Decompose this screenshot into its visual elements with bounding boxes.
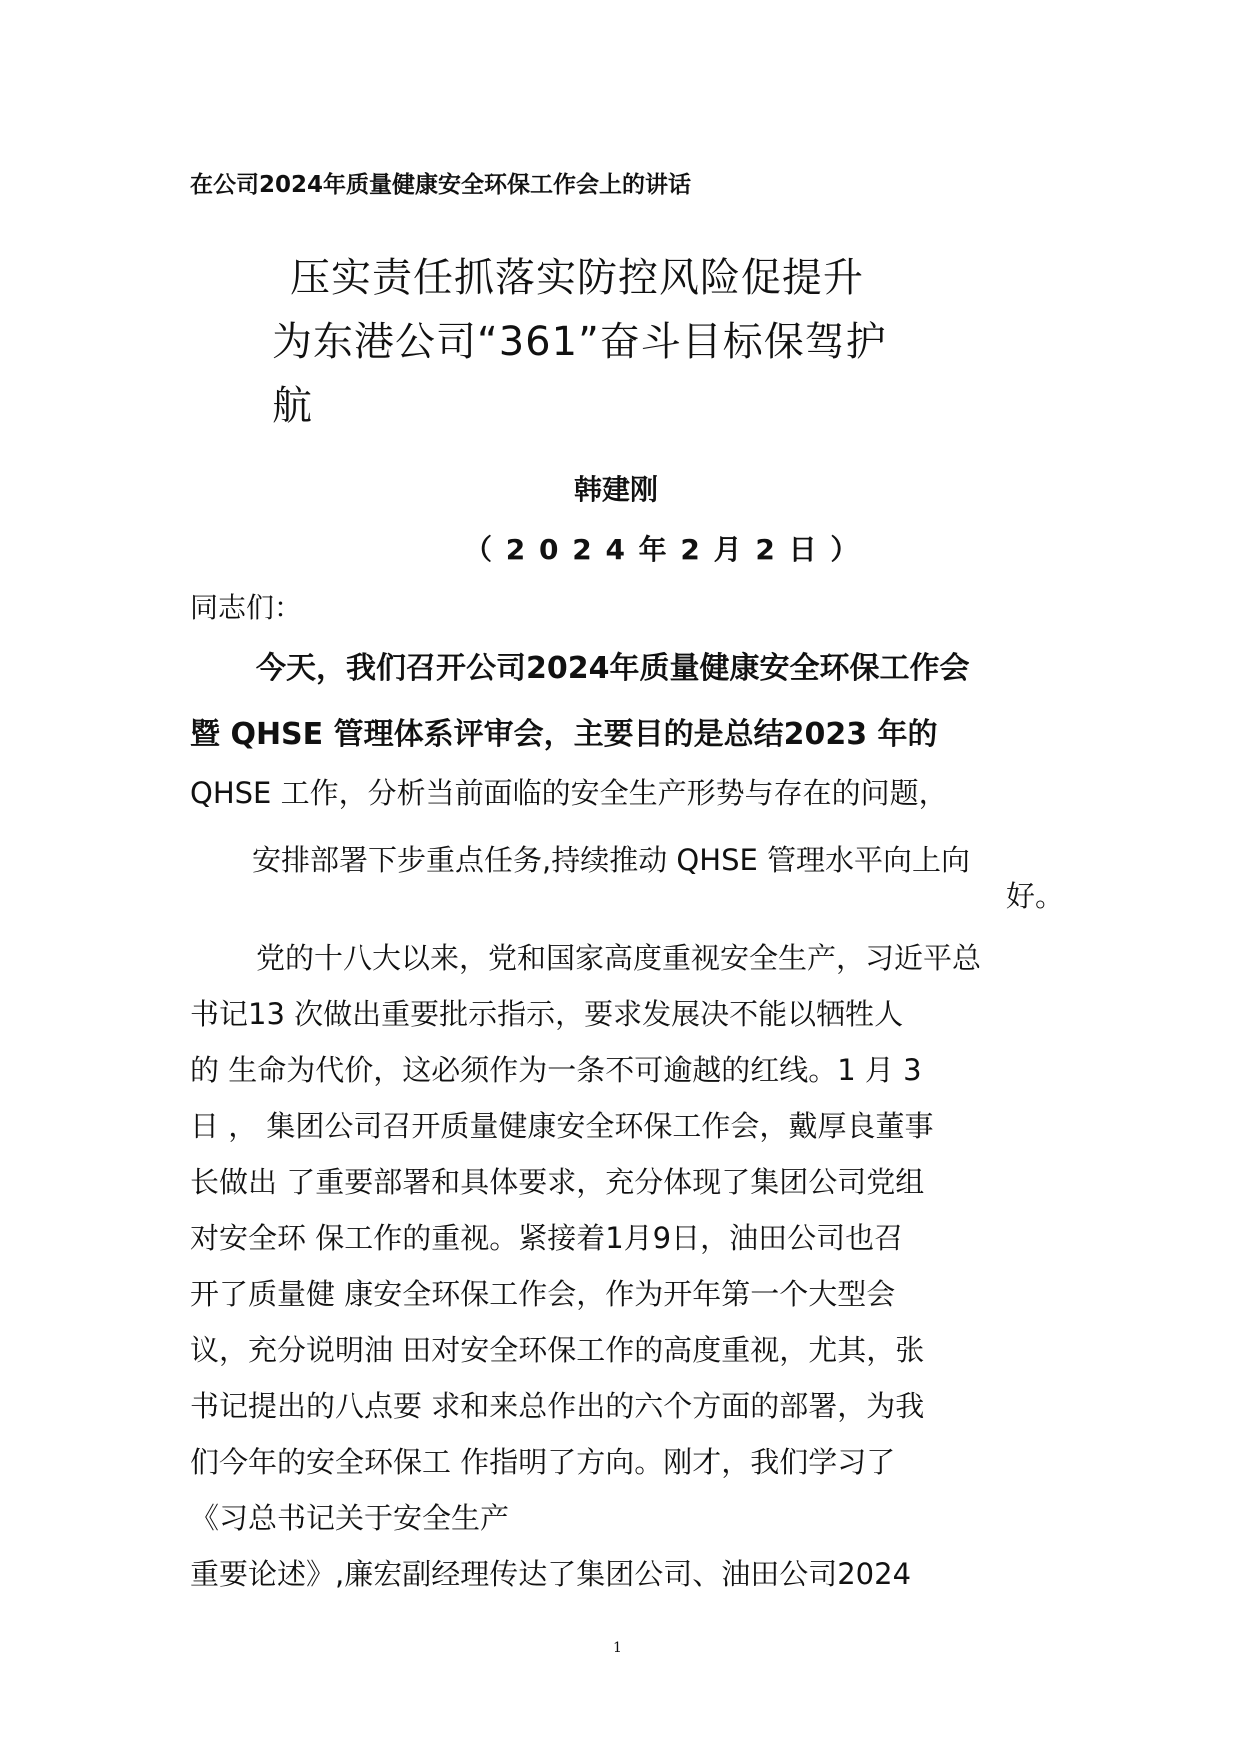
salutation: 同志们： [190, 591, 303, 624]
paragraph2-line: 对安全环 保工作的重视。紧接着1月9日，油田公司也召 [190, 1221, 904, 1255]
paragraph2-line: 日 ， 集团公司召开质量健康安全环保工作会，戴厚良董事 [190, 1109, 934, 1143]
paragraph2-line: 议，充分说明油 田对安全环保工作的高度重视，尤其，张 [190, 1333, 925, 1367]
paragraph2-line: 开了质量健 康安全环保工作会，作为开年第一个大型会 [190, 1277, 896, 1311]
paragraph1-line1: 今天，我们召开公司2024年质量健康安全环保工作会 [256, 651, 970, 686]
paragraph1-line2: 暨 QHSE 管理体系评审会，主要目的是总结2023 年的 [190, 717, 938, 752]
paragraph2-line: 重要论述》,廉宏副经理传达了集团公司、油田公司2024 [190, 1557, 912, 1591]
header-line: 在公司2024年质量健康安全环保工作会上的讲话 [190, 172, 692, 198]
paragraph1-line3: QHSE 工作，分析当前面临的安全生产形势与存在的问题， [190, 776, 948, 810]
page-number: 1 [613, 1640, 622, 1656]
paragraph2-line: 书记13 次做出重要批示指示，要求发展决不能以牺牲人 [190, 997, 904, 1031]
paragraph2-line: 党的十八大以来，党和国家高度重视安全生产，习近平总 [256, 941, 982, 975]
paragraph1-line5: 好。 [1006, 879, 1065, 913]
paragraph2-line: 的 生命为代价，这必须作为一条不可逾越的红线。1 月 3 [190, 1053, 922, 1087]
paragraph2-line: 书记提出的八点要 求和来总作出的六个方面的部署，为我 [190, 1389, 925, 1423]
title-line-3: 航 [272, 383, 312, 429]
author-name: 韩建刚 [574, 473, 659, 506]
paragraph2-line: 长做出 了重要部署和具体要求，充分体现了集团公司党组 [190, 1165, 925, 1199]
paragraph2-line: 们今年的安全环保工 作指明了方向。刚才，我们学习了 [190, 1445, 896, 1479]
speech-date: （ 2 0 2 4 年 2 月 2 日 ） [464, 533, 861, 566]
paragraph2-line: 《习总书记关于安全生产 [190, 1501, 510, 1535]
title-line-1: 压实责任抓落实防控风险促提升 [290, 255, 864, 301]
title-line-2: 为东港公司“361”奋斗目标保驾护 [272, 319, 887, 365]
paragraph1-line4: 安排部署下步重点任务,持续推动 QHSE 管理水平向上向 [252, 843, 971, 877]
